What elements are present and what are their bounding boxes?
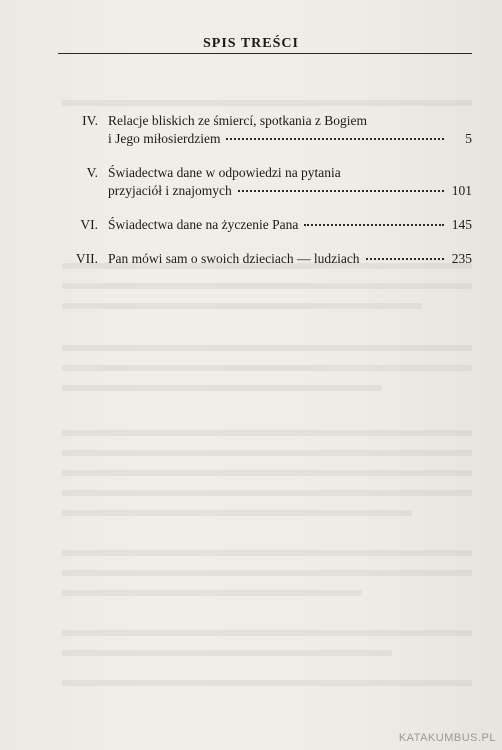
show-through-line bbox=[62, 303, 422, 309]
show-through-line bbox=[62, 450, 472, 456]
show-through-line bbox=[62, 630, 472, 636]
toc-entry-title-line: Świadectwa dane na życzenie Pana bbox=[108, 217, 299, 232]
toc-entry-page: 145 bbox=[451, 217, 472, 232]
toc-entry-number: VI. bbox=[80, 217, 98, 232]
header-rule bbox=[58, 53, 472, 54]
dot-leader bbox=[226, 137, 444, 140]
show-through-line bbox=[62, 680, 472, 686]
show-through-line bbox=[62, 510, 412, 516]
show-through-line bbox=[62, 385, 382, 391]
show-through-line bbox=[62, 570, 472, 576]
toc-entry-number: VII. bbox=[75, 251, 98, 266]
toc-entry-page: 5 bbox=[465, 131, 472, 146]
page-title: SPIS TREŚCI bbox=[203, 36, 299, 51]
toc-entry-page: 235 bbox=[451, 251, 472, 266]
toc-entry-title-line: Pan mówi sam o swoich dzieciach — ludziach bbox=[108, 251, 360, 266]
show-through-line bbox=[62, 490, 472, 496]
dot-leader bbox=[238, 189, 444, 192]
toc-entry-number: IV. bbox=[82, 113, 98, 128]
toc-entry-title-line: i Jego miłosierdziem bbox=[108, 131, 221, 146]
table-of-contents bbox=[58, 112, 472, 284]
dot-leader bbox=[366, 257, 444, 260]
toc-entry[interactable] bbox=[58, 250, 472, 268]
toc-entry-title-line: Świadectwa dane w odpowiedzi na pytania bbox=[108, 165, 341, 180]
toc-entry[interactable] bbox=[58, 164, 472, 200]
toc-entry-title-line: Relacje bliskich ze śmiercí, spotkania z Bogiem bbox=[108, 113, 368, 128]
show-through-line bbox=[62, 650, 392, 656]
show-through-line bbox=[62, 550, 472, 556]
toc-entry[interactable] bbox=[58, 216, 472, 234]
watermark: KATAKUMBUS.PL bbox=[398, 732, 496, 744]
show-through-line bbox=[62, 470, 472, 476]
show-through-line bbox=[62, 345, 472, 351]
toc-entry[interactable] bbox=[58, 112, 472, 148]
toc-entry-number: V. bbox=[86, 165, 98, 180]
show-through-line bbox=[62, 365, 472, 371]
show-through-line bbox=[62, 100, 472, 106]
dot-leader bbox=[304, 223, 444, 226]
show-through-line bbox=[62, 590, 362, 596]
toc-entry-page: 101 bbox=[451, 183, 472, 198]
show-through-line bbox=[62, 430, 472, 436]
toc-entry-title-line: przyjaciół i znajomych bbox=[108, 183, 232, 198]
